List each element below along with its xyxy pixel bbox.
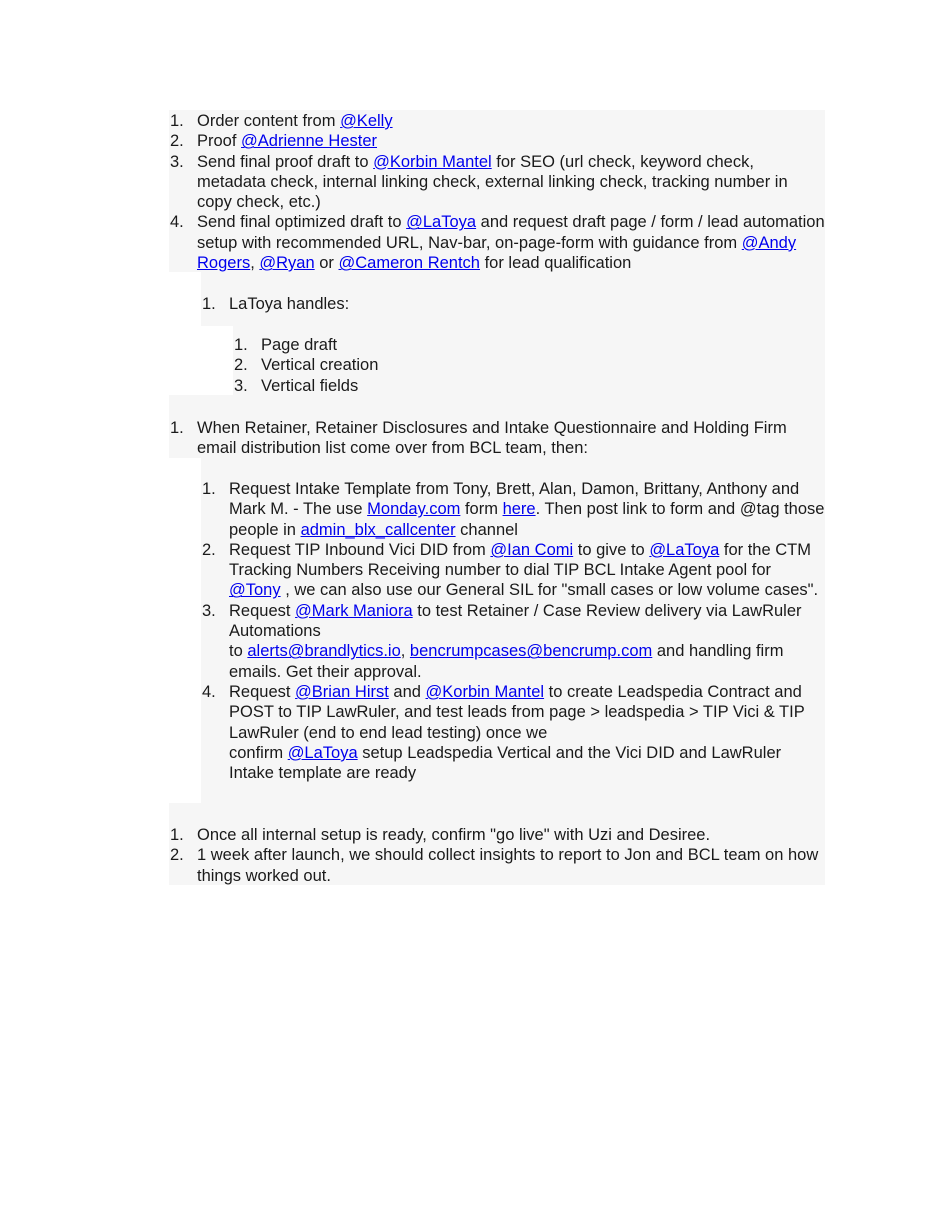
item-text: Once all internal setup is ready, confirm "go live" with Uzi and Desiree. [197,826,711,844]
mention-link[interactable]: @LaToya [287,743,358,762]
main-list-section-2 [169,418,825,459]
mention-link[interactable]: @Brian Hirst [295,682,389,701]
mention-link[interactable]: bencrumpcases@bencrump.com [409,642,653,661]
mention-link[interactable]: @Korbin Mantel [373,152,492,171]
list-item [169,111,825,131]
item-text: When Retainer, Retainer Disclosures and Intake Questionnaire and Holding Firm email distribution list come over from BCL team, then: [197,419,787,458]
list-item [201,479,825,540]
list-number: 1. [202,480,216,498]
list-number: 4. [170,213,184,232]
item-text: . Then post link to form and @tag those people in [229,500,825,539]
list-item [169,845,825,886]
mention-link[interactable]: alerts@brandlytics.io [247,642,401,661]
item-text: Order content from [197,112,341,130]
list-item [169,152,825,213]
list-item [233,376,825,396]
item-text: Proof [197,132,242,151]
mention-link[interactable]: @LaToya [649,540,720,559]
mention-link[interactable]: @Ryan [259,254,315,273]
mention-link[interactable]: @Tony [229,581,281,600]
item-text: Page draft [261,336,338,354]
list-number: 1. [170,419,184,437]
item-text: , [400,642,410,661]
item-text: Send final optimized draft to [197,213,407,232]
mention-link[interactable]: @Ian Comi [490,540,574,559]
item-text: Vertical creation [261,356,379,375]
mention-link[interactable]: admin_blx_callcenter [300,520,456,539]
item-text: Request TIP Inbound Vici DID from [229,540,491,559]
item-text: to test Retainer / Case Review delivery via LawRuler Automations [229,601,802,641]
list-item [233,335,825,355]
item-text: LaToya handles: [229,295,350,313]
item-text: Request [229,601,296,620]
item-text: to create Leadspedia Contract and POST to TIP LawRuler, and test leads from page > leadspedia > TIP Vici & TIP LawRuler (end to end lead testing) once we [229,682,805,742]
list-item [201,601,825,682]
sub-list-latoya [201,294,825,314]
list-number: 3. [170,152,184,171]
mention-link[interactable]: @LaToya [406,213,477,232]
list-number: 2. [170,132,184,151]
mention-link[interactable]: @Mark Maniora [295,601,413,620]
list-item [169,825,825,845]
list-number: 1. [170,112,184,130]
list-item [201,682,825,783]
item-text: Request [229,682,296,701]
mention-link[interactable]: @Cameron Rentch [338,254,480,273]
list-number: 4. [202,682,216,701]
item-text: setup Leadspedia Vertical and the Vici DID and LawRuler Intake template are ready [229,743,782,783]
list-item [169,131,825,151]
mention-link[interactable]: @Kelly [340,112,393,130]
mention-link[interactable]: @Andy Rogers [197,233,797,273]
item-text: and [388,682,426,701]
list-item [169,418,825,459]
list-item [169,212,825,273]
mention-link[interactable]: Monday.com [367,500,461,519]
list-number: 3. [202,601,216,620]
item-text: confirm [229,743,288,762]
main-list-section-3 [169,825,825,886]
list-number: 1. [234,336,248,354]
list-number: 2. [234,356,248,375]
item-text: 1 week after launch, we should collect insights to report to Jon and BCL team on how things worked out. [197,846,819,885]
mention-link[interactable]: @Adrienne Hester [241,132,378,151]
item-text: for the CTM Tracking Numbers Receiving number to dial TIP BCL Intake Agent pool for [229,540,811,580]
item-text: to give to [573,540,650,559]
item-text: to [229,642,248,661]
item-text: form [460,500,503,519]
list-item [233,355,825,375]
list-number: 2. [170,846,184,865]
mention-link[interactable]: @Korbin Mantel [425,682,545,701]
list-number: 1. [202,295,216,313]
list-number: 2. [202,540,216,559]
list-item [201,294,825,314]
mention-link[interactable]: here [502,500,536,519]
item-text: for SEO (url check, keyword check, metadata check, internal linking check, external linking check, tracking number in copy check, etc.) [197,152,788,212]
item-text: , [250,254,260,273]
list-number: 1. [170,826,184,844]
list-item [201,540,825,601]
item-text: Vertical fields [261,376,359,395]
item-text: Send final proof draft to [197,152,374,171]
main-list-section-1 [169,111,825,273]
item-text: Request Intake Template from Tony, Brett, Alan, Damon, Brittany, Anthony and Mark M. - The use [229,480,800,519]
sub-list-setup-requests [201,479,825,783]
item-text: for lead qualification [479,254,632,273]
list-number: 3. [234,376,248,395]
item-text: channel [455,520,518,539]
item-text: and handling firm emails. Get their approval. [229,642,784,681]
item-text: , we can also use our General SIL for "small cases or low volume cases". [280,581,819,600]
sub-sub-list-latoya-tasks [233,335,825,396]
item-text: or [314,254,339,273]
item-text: and request draft page / form / lead automation setup with recommended URL, Nav-bar, on-page-form with guidance from [197,213,825,252]
